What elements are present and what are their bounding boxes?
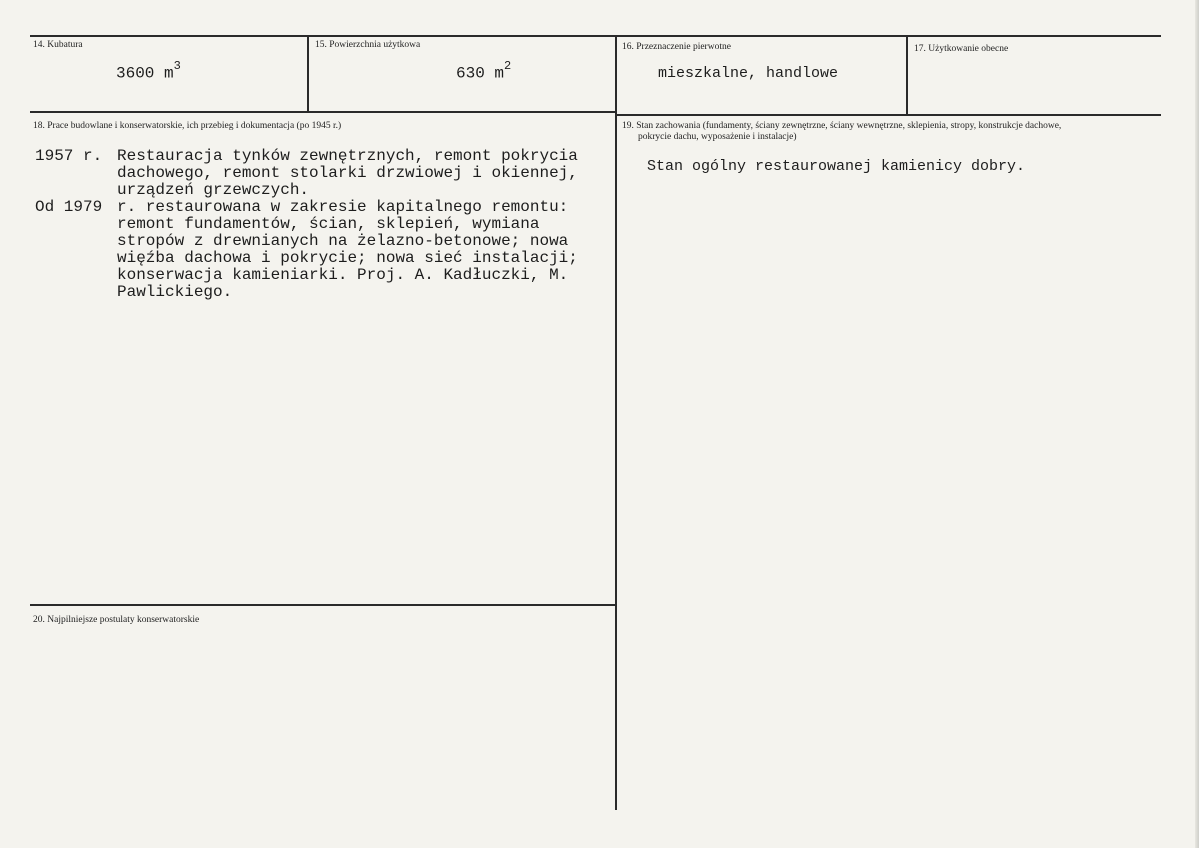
divider-16-17 <box>906 36 908 114</box>
top-rule <box>30 35 1161 37</box>
powierzchnia-label: 15. Powierzchnia użytkowa <box>315 40 421 50</box>
prace-entry-year: 1957 r. <box>35 147 103 165</box>
uzytkowanie-label: 17. Użytkowanie obecne <box>914 44 1009 54</box>
stan-label-line1: 19. Stan zachowania (fundamenty, ściany zewnętrzne, ściany wewnętrzne, sklepienia, stropy, konstrukcje dachowe, <box>622 121 1062 131</box>
stan-label-line2: pokrycie dachu, wyposażenie i instalacje) <box>638 132 797 142</box>
prace-entry-year: Od 1979 <box>35 198 103 216</box>
divider-15-16 <box>615 36 617 810</box>
kubatura-label: 14. Kubatura <box>33 40 83 50</box>
prace-entry-text: Restauracja tynków zewnętrznych, remont pokrycia dachowego, remont stolarki drzwiowej i okiennej, urządzeń grzewczych. <box>117 147 578 199</box>
kubatura-value <box>116 61 181 82</box>
divider-14-15 <box>307 36 309 112</box>
prace-entries <box>35 148 605 301</box>
prace-entry <box>35 199 605 301</box>
page-edge <box>1195 0 1199 848</box>
powierzchnia-value <box>456 61 511 82</box>
powierzchnia-number: 630 m <box>456 64 505 83</box>
row1-bottom-rule-left <box>30 111 617 113</box>
powierzchnia-unit-exponent: 2 <box>504 59 512 73</box>
prace-entry <box>35 148 605 199</box>
prace-entry-text: r. restaurowana w zakresie kapitalnego remontu: remont fundamentów, ścian, sklepień, wymiana stropów z drewnianych na żelazno-betonowe; nowa więźba dachowa i pokrycie; nowa sieć instalacji; konserwacja kamieniarki. Proj. A. Kadłuczki, M. Pawlickiego. <box>117 198 578 301</box>
przeznaczenie-value: mieszkalne, handlowe <box>658 65 839 82</box>
stan-value: Stan ogólny restaurowanej kamienicy dobry. <box>647 158 1026 175</box>
kubatura-number: 3600 m <box>116 64 174 83</box>
przeznaczenie-label: 16. Przeznaczenie pierwotne <box>622 42 731 52</box>
prace-label: 18. Prace budowlane i konserwatorskie, ich przebieg i dokumentacja (po 1945 r.) <box>33 121 342 131</box>
kubatura-unit-exponent: 3 <box>173 59 181 73</box>
postulaty-label: 20. Najpilniejsze postulaty konserwatorskie <box>33 615 200 625</box>
row1-bottom-rule-right <box>616 114 1161 116</box>
section-18-bottom-rule <box>30 604 616 606</box>
